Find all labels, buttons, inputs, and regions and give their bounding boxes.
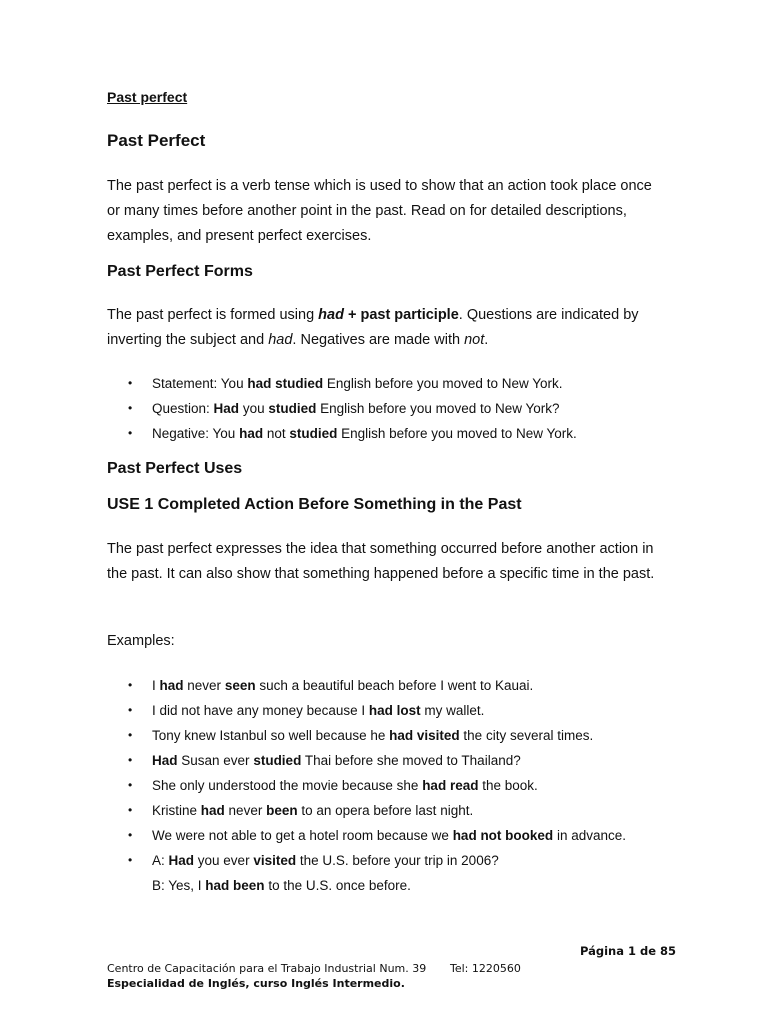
bold-verb: had visited	[389, 728, 460, 743]
bold-verb: visited	[253, 853, 297, 868]
text-run: English before you moved to New York.	[323, 376, 563, 391]
bullet-icon: •	[128, 753, 133, 767]
text-run: not	[263, 426, 290, 441]
text-run: I	[152, 678, 160, 693]
bold-verb: studied	[289, 426, 338, 441]
list-item	[128, 698, 712, 723]
text-run: Kristine	[152, 803, 201, 818]
examples-label: Examples:	[107, 633, 175, 649]
footer-organization: Centro de Capacitación para el Trabajo Industrial Num. 39	[107, 962, 427, 975]
bullet-icon: •	[128, 678, 133, 692]
text-run: Question:	[152, 401, 214, 416]
page-number: Página 1 de 85	[580, 944, 677, 958]
page-title: Past Perfect	[107, 131, 206, 150]
bold-verb: Had	[152, 753, 178, 768]
text-run: English before you moved to New York?	[316, 401, 560, 416]
bullet-icon: •	[128, 426, 133, 440]
forms-paragraph	[107, 303, 667, 353]
examples-bullet-list	[128, 673, 712, 898]
bullet-icon: •	[128, 376, 133, 390]
bullet-icon: •	[128, 703, 133, 717]
use1-heading: USE 1 Completed Action Before Something in the Past	[107, 496, 522, 513]
list-item	[128, 723, 712, 748]
text-run: B: Yes, I	[152, 878, 206, 893]
bold-verb: had read	[422, 778, 479, 793]
forms-had-italic-2: had	[268, 332, 293, 348]
text-run: A:	[152, 853, 169, 868]
forms-text-2: . Questions are indicated by inverting the subject and	[107, 307, 639, 348]
text-run: to the U.S. once before.	[264, 878, 411, 893]
bold-verb: had not booked	[452, 828, 554, 843]
forms-text-3: . Negatives are made with	[292, 332, 465, 348]
document-title-link[interactable]: Past perfect	[107, 89, 188, 105]
text-run: Susan ever	[177, 753, 254, 768]
text-run: Statement: You	[152, 376, 248, 391]
list-item	[128, 823, 712, 848]
bullet-icon: •	[128, 728, 133, 742]
bullet-icon: •	[128, 803, 133, 817]
bold-verb: had been	[205, 878, 265, 893]
footer-telephone: Tel: 1220560	[450, 962, 521, 975]
forms-not-italic: not	[464, 332, 485, 348]
text-run: I did not have any money because I	[152, 703, 369, 718]
text-run: you	[239, 401, 269, 416]
text-run: We were not able to get a hotel room because we	[152, 828, 453, 843]
bold-verb: had lost	[368, 703, 421, 718]
text-run: never	[183, 678, 225, 693]
forms-bullet-list	[128, 371, 712, 446]
bold-verb: Had	[213, 401, 240, 416]
list-item	[128, 848, 712, 873]
uses-heading: Past Perfect Uses	[107, 460, 243, 477]
list-item	[128, 371, 712, 396]
text-run: such a beautiful beach before I went to Kauai.	[255, 678, 534, 693]
text-run: Tony knew Istanbul so well because he	[152, 728, 390, 743]
text-run: my wallet.	[420, 703, 485, 718]
bullet-icon: •	[128, 401, 133, 415]
list-item	[128, 396, 712, 421]
list-item	[152, 873, 712, 898]
text-run: She only understood the movie because she	[152, 778, 423, 793]
bold-verb: had	[200, 803, 225, 818]
bold-verb: had	[239, 426, 264, 441]
forms-text-1: The past perfect is formed using	[107, 307, 319, 323]
text-run: the U.S. before your trip in 2006?	[296, 853, 499, 868]
text-run: to an opera before last night.	[297, 803, 474, 818]
bold-verb: studied	[268, 401, 317, 416]
forms-text-4: .	[484, 332, 489, 348]
text-run: you ever	[194, 853, 254, 868]
footer-specialty: Especialidad de Inglés, curso Inglés Intermedio.	[107, 977, 405, 990]
bullet-icon: •	[128, 828, 133, 842]
use1-paragraph: The past perfect expresses the idea that something occurred before another action in the past. It can also show that something happened before a specific time in the past.	[107, 541, 655, 582]
bold-verb: studied	[253, 753, 302, 768]
text-run: the city several times.	[459, 728, 594, 743]
text-run: never	[224, 803, 267, 818]
forms-heading: Past Perfect Forms	[107, 263, 253, 280]
forms-had-italic: had	[318, 307, 344, 323]
forms-past-participle: + past participle	[343, 307, 459, 323]
text-run: Negative: You	[152, 426, 240, 441]
bold-verb: had	[159, 678, 184, 693]
list-item	[128, 773, 712, 798]
bold-verb: been	[266, 803, 298, 818]
text-run: the book.	[478, 778, 538, 793]
bullet-icon: •	[128, 853, 133, 867]
text-run: English before you moved to New York.	[337, 426, 577, 441]
list-item	[128, 798, 712, 823]
bold-verb: seen	[224, 678, 256, 693]
intro-paragraph: The past perfect is a verb tense which is used to show that an action took place once or many times before another point in the past. Read on for detailed descriptions, examples, and present perfect exercises.	[107, 178, 652, 244]
text-run: in advance.	[553, 828, 626, 843]
list-item	[128, 673, 712, 698]
bold-verb: had studied	[247, 376, 324, 391]
list-item	[128, 748, 712, 773]
bold-verb: Had	[168, 853, 195, 868]
bullet-icon: •	[128, 778, 133, 792]
text-run: Thai before she moved to Thailand?	[301, 753, 521, 768]
list-item	[128, 421, 712, 446]
